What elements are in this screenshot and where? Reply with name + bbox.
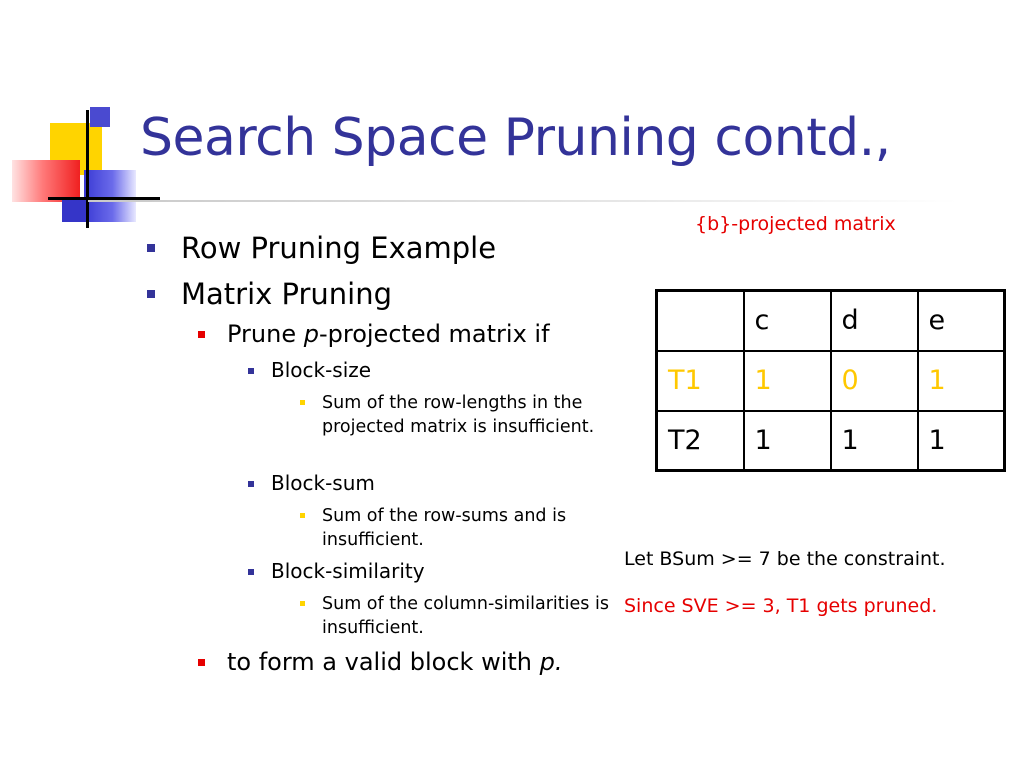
table-header-cell: e: [918, 291, 1005, 351]
title-underline: [88, 200, 958, 202]
bullet-square-icon: [300, 400, 305, 405]
bullet-text: Sum of the row-lengths in the projected matrix is insufficient.: [322, 393, 595, 437]
bullet-text: Sum of the column-similarities is insufficient.: [322, 594, 609, 638]
bullet-block-sum: [271, 471, 375, 495]
bullet-prune-condition: [227, 320, 550, 348]
matrix-caption: {b}-projected matrix: [695, 213, 896, 235]
table-cell: 1: [831, 411, 918, 471]
table-header-cell: [657, 291, 744, 351]
table-header-row: [657, 291, 1005, 351]
bullet-square-icon: [248, 368, 254, 374]
slide-logo-decoration: [0, 0, 160, 240]
table-cell: T2: [657, 411, 744, 471]
table-header-cell: d: [831, 291, 918, 351]
bullet-square-icon: [198, 659, 205, 666]
bullet-text: to form a valid block with: [227, 648, 540, 676]
bullet-italic-p: p.: [539, 648, 563, 676]
table-row-t1: [657, 351, 1005, 411]
logo-vertical-line: [86, 110, 89, 228]
pruned-note: Since SVE >= 3, T1 gets pruned.: [624, 595, 938, 617]
bullet-square-icon: [147, 290, 155, 298]
bullet-text: Row Pruning Example: [181, 231, 497, 265]
constraint-note: Let BSum >= 7 be the constraint.: [624, 548, 946, 570]
bullet-matrix-pruning: [181, 277, 392, 311]
bullet-block-size: [271, 358, 371, 382]
table-cell: 1: [918, 411, 1005, 471]
bullet-text: Block-sum: [271, 471, 375, 495]
bullet-square-icon: [300, 513, 305, 518]
table-cell: 1: [744, 351, 831, 411]
bullet-block-sum-detail: [322, 504, 612, 552]
bullet-text: -projected matrix if: [318, 320, 550, 348]
table-cell: 1: [744, 411, 831, 471]
table-row-t2: [657, 411, 1005, 471]
bullet-text: Sum of the row-sums and is insufficient.: [322, 506, 567, 550]
bullet-text: Block-similarity: [271, 559, 425, 583]
bullet-valid-block: [227, 648, 562, 676]
logo-red-square: [12, 160, 80, 202]
bullet-text: Block-size: [271, 358, 372, 382]
bullet-square-icon: [300, 601, 305, 606]
bullet-square-icon: [198, 331, 205, 338]
bullet-block-similarity-detail: [322, 592, 612, 640]
slide-title: Search Space Pruning contd.,: [140, 108, 891, 168]
logo-blue-corner-square: [62, 200, 86, 222]
projected-matrix-table: [655, 289, 1006, 472]
bullet-text: Prune: [227, 320, 304, 348]
bullet-block-similarity: [271, 559, 425, 583]
table-cell: T1: [657, 351, 744, 411]
bullet-square-icon: [248, 569, 254, 575]
bullet-row-pruning: [181, 231, 496, 265]
bullet-square-icon: [248, 481, 254, 487]
table-header-cell: c: [744, 291, 831, 351]
table-cell: 0: [831, 351, 918, 411]
bullet-text: Matrix Pruning: [181, 277, 393, 311]
bullet-block-size-detail: [322, 391, 612, 439]
bullet-square-icon: [147, 244, 155, 252]
logo-blue-small-square: [90, 107, 110, 127]
logo-blue-square: [84, 170, 136, 222]
bullet-italic-p: p: [303, 320, 319, 348]
table-cell: 1: [918, 351, 1005, 411]
